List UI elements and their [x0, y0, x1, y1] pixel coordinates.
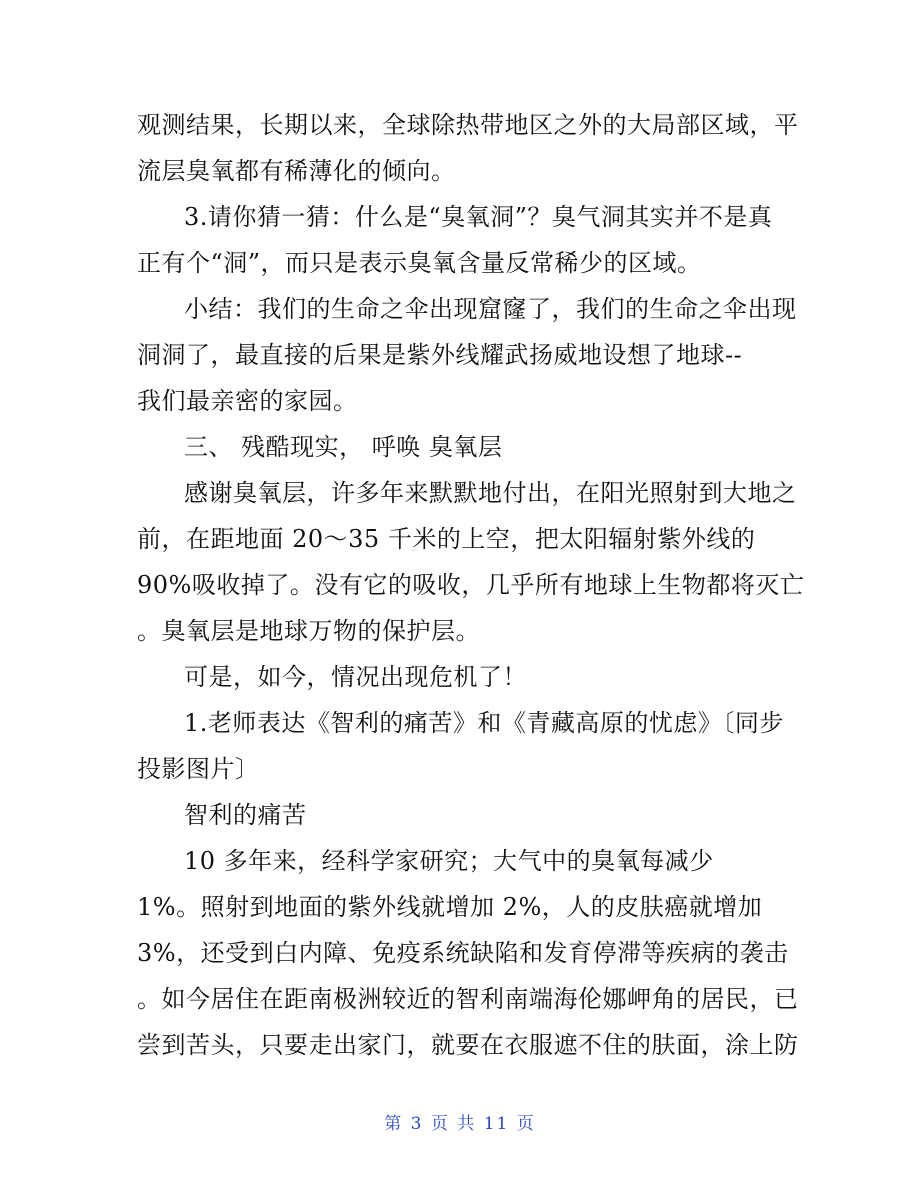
subheading: 智利的痛苦	[184, 801, 307, 829]
text-line-5: 小结：我们的生命之伞出现窟窿了，我们的生命之伞出现	[184, 295, 797, 323]
text-line-10: 前，在距地面 20～35 千米的上空，把太阳辐射紫外线的	[137, 525, 756, 553]
text-line-17: 10 多年来，经科学家研究；大气中的臭氧每减少	[184, 847, 714, 875]
text-line-12: 。臭氧层是地球万物的保护层。	[137, 617, 480, 645]
text-line-21: 尝到苦头，只要走出家门，就要在衣服遮不住的肤面，涂上防	[137, 1031, 799, 1059]
text-line-18: 1%。照射到地面的紫外线就增加 2%，人的皮肤癌就增加	[137, 893, 763, 921]
text-line-1: 观测结果，长期以来，全球除热带地区之外的大局部区域，平	[137, 111, 799, 139]
text-line-19: 3%，还受到白内障、免疫系统缺陷和发育停滞等疾病的袭击	[137, 939, 789, 967]
page-number-footer: 第 3 页 共 11 页	[384, 1114, 536, 1134]
text-line-3: 3.请你猜一猜：什么是“臭氧洞”？臭气洞其实并不是真	[184, 203, 773, 231]
text-line-11: 90%吸收掉了。没有它的吸收，几乎所有地球上生物都将灭亡	[137, 571, 805, 599]
section-heading: 三、 残酷现实， 呼唤 臭氧层	[184, 433, 503, 461]
text-line-4: 正有个“洞”，而只是表示臭氧含量反常稀少的区域。	[137, 249, 702, 277]
text-line-13: 可是，如今，情况出现危机了！	[184, 663, 527, 691]
text-line-6: 洞洞了，最直接的后果是紫外线耀武扬威地设想了地球--	[137, 341, 743, 369]
text-line-15: 投影图片〕	[137, 755, 260, 783]
text-line-14: 1.老师表达《智利的痛苦》和《青藏高原的忧虑》〔同步	[184, 709, 784, 737]
text-line-9: 感谢臭氧层，许多年来默默地付出，在阳光照射到大地之	[184, 479, 797, 507]
text-line-7: 我们最亲密的家园。	[137, 387, 358, 415]
text-line-20: 。如今居住在距南极洲较近的智利南端海伦娜岬角的居民，已	[137, 985, 799, 1013]
text-line-2: 流层臭氧都有稀薄化的倾向。	[137, 157, 456, 185]
